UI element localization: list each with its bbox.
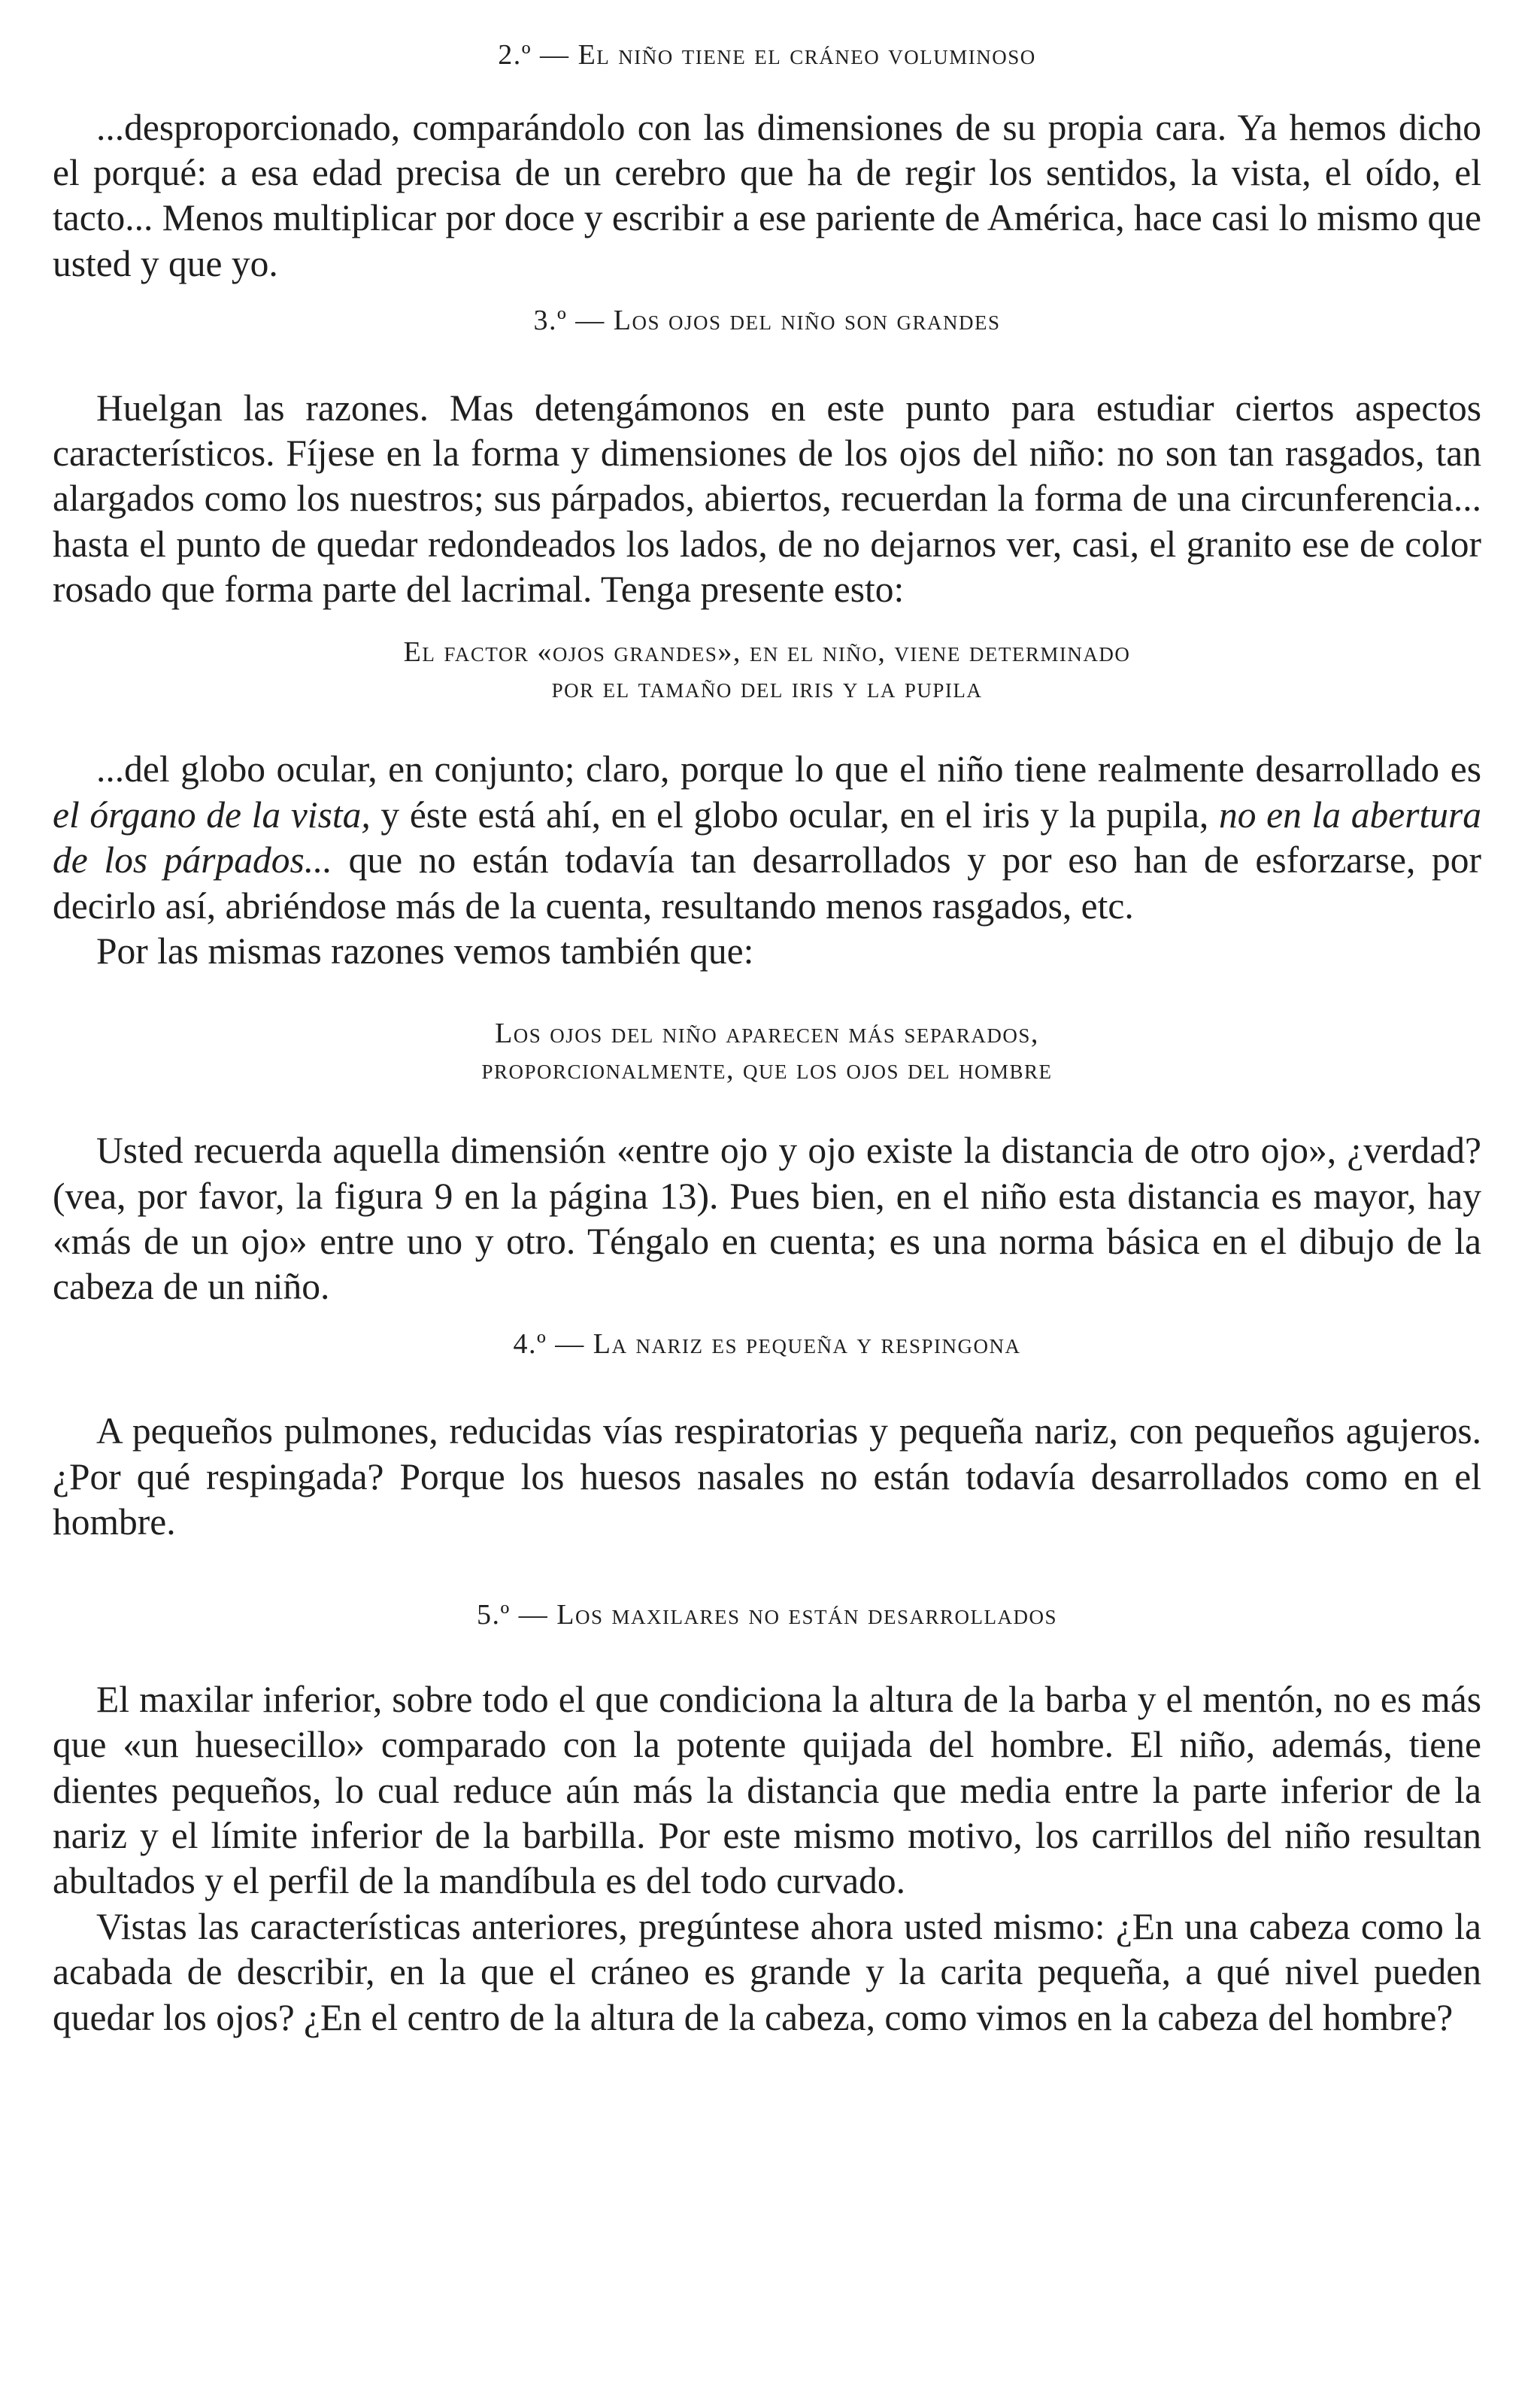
book-page (53, 38, 1481, 2384)
subheading-line: Los ojos del niño aparecen más separados, (495, 1018, 1039, 1050)
paragraph-same-reasons: Por las mismas razones vemos también que: (96, 930, 754, 972)
heading-number: 5.º — (476, 1599, 557, 1631)
paragraph-eyeball (53, 747, 1481, 929)
heading-text: Los maxilares no están desarrollados (556, 1599, 1058, 1631)
paragraph-eye-distance: Usted recuerda aquella dimensión «entre ojo y ojo existe la distancia de otro ojo», ¿verdad? (vea, por favor, la figura 9 en la página 13). Pues bien, en el niño esta distancia es mayor, hay «más de un ojo» entre uno y otro. Téngalo en cuenta; es una norma básica en el dibujo de la cabeza de un niño. (53, 1130, 1481, 1308)
section-heading-4 (53, 1327, 1481, 1363)
paragraph-question: Vistas las características anteriores, pregúntese ahora usted mismo: ¿En una cabeza como la acabada de describir, en la que el cráneo es grande y la carita pequeña, a qué nivel pueden quedar los ojos? ¿En el centro de la altura de la cabeza, como vimos en la cabeza del hombre? (53, 1905, 1481, 2038)
subheading-big-eyes (53, 635, 1481, 706)
paragraph-nose: A pequeños pulmones, reducidas vías respiratorias y pequeña nariz, con pequeños agujeros. ¿Por qué respingada? Porque los huesos nasales no están todavía desarrollados como en el hombre. (53, 1410, 1481, 1543)
section-heading-5 (53, 1597, 1481, 1634)
heading-number: 4.º — (513, 1327, 593, 1360)
text-run: y éste está ahí, en el globo ocular, en el iris y la pupila, (370, 793, 1219, 836)
paragraph-eyes: Huelgan las razones. Mas detengámonos en este punto para estudiar ciertos aspectos característicos. Fíjese en la forma y dimensiones de los ojos del niño: no son tan rasgados, tan alargados como los nuestros; sus párpados, abiertos, recuerdan la forma de una circunferencia... hasta el punto de quedar redondeados los lados, de no dejarnos ver, casi, el granito ese de color rosado que forma parte del lacrimal. Tenga presente esto: (53, 387, 1481, 610)
text-run: que no están todavía tan desarrollados y por eso han de esforzarse, por decirlo así, abriéndose más de la cuenta, resultando menos rasgados, etc. (53, 839, 1481, 927)
section-heading-2 (53, 38, 1481, 74)
text-run: ...del globo ocular, en conjunto; claro, porque lo que el niño tiene realmente desarrollado es (96, 748, 1481, 790)
emphasis-text: no en la abertura de los párpados... (53, 793, 1481, 881)
heading-number: 2.º — (498, 39, 578, 71)
subheading-separated-eyes (53, 1016, 1481, 1088)
heading-number: 3.º — (533, 305, 614, 336)
heading-text: Los ojos del niño son grandes (613, 305, 1001, 336)
subheading-line: por el tamaño del iris y la pupila (551, 672, 983, 704)
section-heading-3 (53, 303, 1481, 339)
paragraph-jaw: El maxilar inferior, sobre todo el que condiciona la altura de la barba y el mentón, no es más que «un huesecillo» comparado con la potente quijada del hombre. El niño, además, tiene dientes pequeños, lo cual reduce aún más la distancia que media entre la parte inferior de la nariz y el límite inferior de la barbilla. Por este mismo motivo, los carrillos del niño resultan abultados y el perfil de la mandíbula es del todo curvado. (53, 1678, 1481, 1902)
heading-text: La nariz es pequeña y respingona (593, 1327, 1021, 1360)
subheading-line: El factor «ojos grandes», en el niño, viene determinado (403, 636, 1131, 669)
emphasis-text: el órgano de la vista, (53, 793, 371, 836)
subheading-line: proporcionalmente, que los ojos del hombre (481, 1053, 1053, 1085)
heading-text: El niño tiene el cráneo voluminoso (578, 39, 1036, 71)
paragraph-cranium: ...desproporcionado, comparándolo con las dimensiones de su propia cara. Ya hemos dicho el porqué: a esa edad precisa de un cerebro que ha de regir los sentidos, la vista, el oído, el tacto... Menos multiplicar por doce y escribir a ese pariente de América, hace casi lo mismo que usted y que yo. (53, 106, 1481, 284)
